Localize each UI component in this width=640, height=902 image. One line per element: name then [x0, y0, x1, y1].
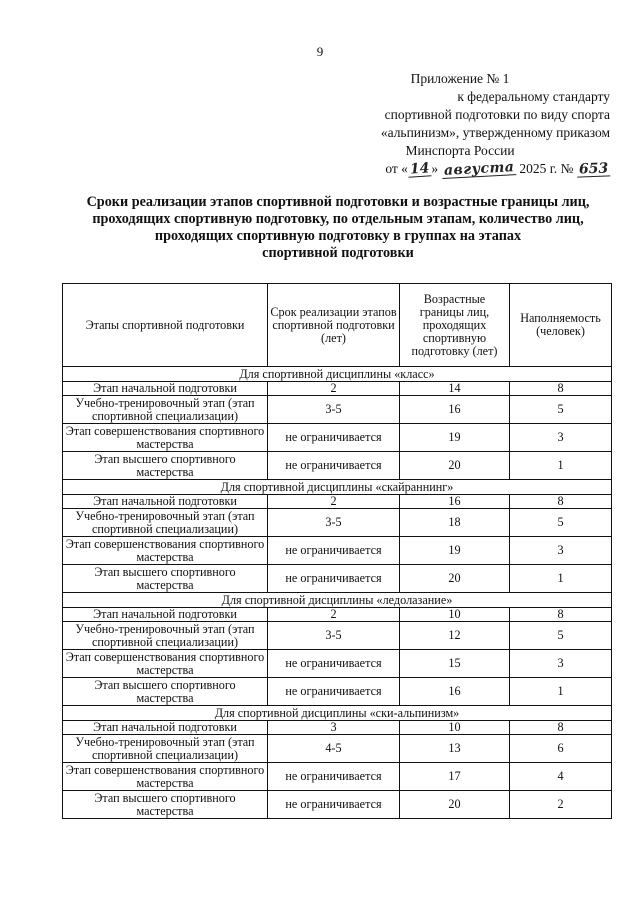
cell-duration: 2 [268, 495, 400, 509]
cell-stage: Этап высшего спортивного мастерства [63, 565, 268, 593]
cell-age: 16 [400, 678, 510, 706]
cell-stage: Этап совершенствования спортивного мастерства [63, 650, 268, 678]
section-title: Для спортивной дисциплины «класс» [63, 367, 612, 382]
cell-stage: Этап высшего спортивного мастерства [63, 678, 268, 706]
table-row [63, 382, 612, 396]
cell-age: 16 [400, 495, 510, 509]
cell-age: 19 [400, 537, 510, 565]
appendix-line-4: «альпинизм», утвержденному приказом [380, 125, 610, 140]
cell-stage: Этап совершенствования спортивного мастерства [63, 763, 268, 791]
cell-age: 13 [400, 735, 510, 763]
cell-occupancy: 8 [510, 608, 612, 622]
cell-stage: Этап начальной подготовки [63, 495, 268, 509]
table-row [63, 678, 612, 706]
title-line-3: проходящих спортивную подготовку в группах на этапах [154, 228, 522, 244]
cell-duration: 3-5 [268, 509, 400, 537]
section-title: Для спортивной дисциплины «ски-альпинизм» [63, 706, 612, 721]
header-stages: Этапы спортивной подготовки [63, 284, 268, 367]
title-line-2: проходящих спортивную подготовку, по отдельным этапам, количество лиц, [92, 211, 584, 227]
cell-duration: не ограничивается [268, 763, 400, 791]
cell-occupancy: 5 [510, 509, 612, 537]
table-row [63, 537, 612, 565]
cell-stage: Учебно-тренировочный этап (этап спортивной специализации) [63, 622, 268, 650]
cell-occupancy: 2 [510, 791, 612, 819]
cell-duration: 4-5 [268, 735, 400, 763]
title-line-4: спортивной подготовки [262, 245, 414, 261]
cell-age: 15 [400, 650, 510, 678]
cell-stage: Этап совершенствования спортивного мастерства [63, 424, 268, 452]
table-row [63, 608, 612, 622]
handwritten-day: 14 [409, 160, 430, 178]
section-title: Для спортивной дисциплины «ледолазание» [63, 593, 612, 608]
header-age: Возрастные границы лиц, проходящих спортивную подготовку (лет) [400, 284, 510, 367]
cell-age: 16 [400, 396, 510, 424]
cell-duration: не ограничивается [268, 537, 400, 565]
cell-duration: не ограничивается [268, 678, 400, 706]
appendix-line-3: спортивной подготовки по виду спорта [384, 107, 610, 122]
cell-duration: не ограничивается [268, 791, 400, 819]
cell-stage: Этап начальной подготовки [63, 721, 268, 735]
section-row [63, 480, 612, 495]
table-row [63, 721, 612, 735]
cell-duration: не ограничивается [268, 650, 400, 678]
cell-duration: 2 [268, 382, 400, 396]
cell-stage: Учебно-тренировочный этап (этап спортивной специализации) [63, 396, 268, 424]
cell-age: 12 [400, 622, 510, 650]
appendix-block [310, 70, 610, 178]
cell-duration: не ограничивается [268, 424, 400, 452]
cell-age: 10 [400, 608, 510, 622]
section-row [63, 367, 612, 382]
table-row [63, 622, 612, 650]
cell-duration: 3 [268, 721, 400, 735]
cell-stage: Этап высшего спортивного мастерства [63, 452, 268, 480]
cell-duration: 2 [268, 608, 400, 622]
cell-occupancy: 5 [510, 396, 612, 424]
cell-occupancy: 1 [510, 452, 612, 480]
cell-duration: не ограничивается [268, 565, 400, 593]
table-row [63, 495, 612, 509]
table-row [63, 735, 612, 763]
appendix-line-1: Приложение № 1 [410, 71, 510, 86]
appendix-line-5: Минспорта России [405, 143, 515, 158]
cell-duration: 3-5 [268, 396, 400, 424]
document-title [64, 194, 612, 262]
table-row [63, 452, 612, 480]
table-row [63, 565, 612, 593]
date-prefix: от « [385, 161, 408, 176]
table-row [63, 509, 612, 537]
cell-stage: Этап начальной подготовки [63, 382, 268, 396]
cell-stage: Этап начальной подготовки [63, 608, 268, 622]
appendix-date-line [310, 160, 610, 178]
table-body [63, 367, 612, 819]
cell-age: 20 [400, 452, 510, 480]
cell-occupancy: 3 [510, 650, 612, 678]
header-occupancy: Наполняемость (человек) [510, 284, 612, 367]
cell-occupancy: 6 [510, 735, 612, 763]
table-row [63, 650, 612, 678]
date-year: 2025 г. № [519, 161, 574, 176]
handwritten-month: августа [443, 159, 515, 179]
cell-stage: Учебно-тренировочный этап (этап спортивной специализации) [63, 735, 268, 763]
cell-stage: Этап совершенствования спортивного мастерства [63, 537, 268, 565]
table-header-row [63, 284, 612, 367]
page-number: 9 [316, 44, 324, 59]
date-mid: » [431, 161, 439, 176]
training-stages-table [62, 283, 612, 819]
cell-occupancy: 4 [510, 763, 612, 791]
cell-age: 14 [400, 382, 510, 396]
cell-occupancy: 8 [510, 495, 612, 509]
cell-stage: Учебно-тренировочный этап (этап спортивной специализации) [63, 509, 268, 537]
cell-occupancy: 1 [510, 565, 612, 593]
section-title: Для спортивной дисциплины «скайраннинг» [63, 480, 612, 495]
table-row [63, 424, 612, 452]
cell-duration: не ограничивается [268, 452, 400, 480]
table-row [63, 396, 612, 424]
cell-age: 18 [400, 509, 510, 537]
header-duration: Срок реализации этапов спортивной подготовки (лет) [268, 284, 400, 367]
table-row [63, 791, 612, 819]
cell-occupancy: 8 [510, 721, 612, 735]
cell-age: 20 [400, 565, 510, 593]
cell-age: 17 [400, 763, 510, 791]
cell-age: 19 [400, 424, 510, 452]
table-row [63, 763, 612, 791]
cell-occupancy: 1 [510, 678, 612, 706]
cell-occupancy: 3 [510, 424, 612, 452]
cell-stage: Этап высшего спортивного мастерства [63, 791, 268, 819]
cell-occupancy: 5 [510, 622, 612, 650]
cell-duration: 3-5 [268, 622, 400, 650]
cell-age: 20 [400, 791, 510, 819]
cell-age: 10 [400, 721, 510, 735]
handwritten-order-number: 653 [578, 160, 609, 178]
appendix-line-2: к федеральному стандарту [457, 89, 610, 104]
cell-occupancy: 8 [510, 382, 612, 396]
section-row [63, 706, 612, 721]
cell-occupancy: 3 [510, 537, 612, 565]
section-row [63, 593, 612, 608]
title-line-1: Сроки реализации этапов спортивной подготовки и возрастные границы лиц, [86, 194, 590, 210]
